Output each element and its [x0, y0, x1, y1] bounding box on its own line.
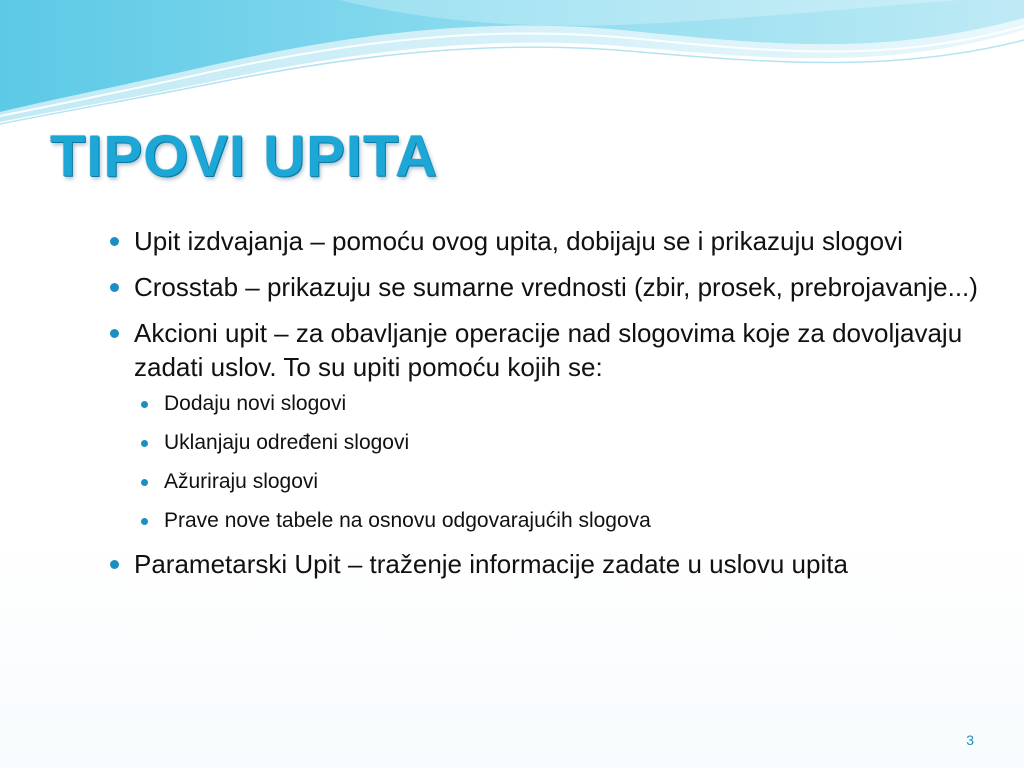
- bullet-list: [108, 224, 988, 593]
- slide-title: TIPOVI UPITA: [50, 124, 438, 189]
- sub-bullet-icon: [141, 401, 148, 408]
- bullet-icon: [110, 560, 119, 569]
- bullet-text: Upit izdvajanja – pomoću ovog upita, dobijaju se i prikazuju slogovi: [134, 226, 903, 256]
- bullet-icon: [110, 283, 119, 292]
- header-wave-decoration: [0, 0, 1024, 130]
- bullet-text: Parametarski Upit – traženje informacije zadate u uslovu upita: [134, 549, 848, 579]
- bullet-text: Crosstab – prikazuju se sumarne vrednosti (zbir, prosek, prebrojavanje...): [134, 272, 978, 302]
- bullet-item-akcioni-upit: [108, 316, 988, 535]
- sub-bullet-item: [134, 468, 988, 496]
- sub-bullet-item: [134, 507, 988, 535]
- bullet-icon: [110, 329, 119, 338]
- page-number: 3: [966, 732, 974, 748]
- sub-bullet-text: Dodaju novi slogovi: [164, 392, 347, 415]
- sub-bullet-list: [134, 390, 988, 535]
- sub-bullet-icon: [141, 518, 148, 525]
- sub-bullet-icon: [141, 440, 148, 447]
- bullet-item-upit-izdvajanja: [108, 224, 988, 258]
- bullet-item-parametarski-upit: [108, 547, 988, 581]
- sub-bullet-text: Prave nove tabele na osnovu odgovarajućih slogova: [164, 509, 651, 532]
- sub-bullet-text: Ažuriraju slogovi: [164, 470, 319, 493]
- bullet-icon: [110, 237, 119, 246]
- bullet-text: Akcioni upit – za obavljanje operacije nad slogovima koje za dovoljavaju zadati uslov. To su upiti pomoću kojih se:: [134, 318, 963, 382]
- sub-bullet-text: Uklanjaju određeni slogovi: [164, 431, 410, 454]
- sub-bullet-item: [134, 429, 988, 457]
- bullet-item-crosstab: [108, 270, 988, 304]
- sub-bullet-item: [134, 390, 988, 418]
- sub-bullet-icon: [141, 479, 148, 486]
